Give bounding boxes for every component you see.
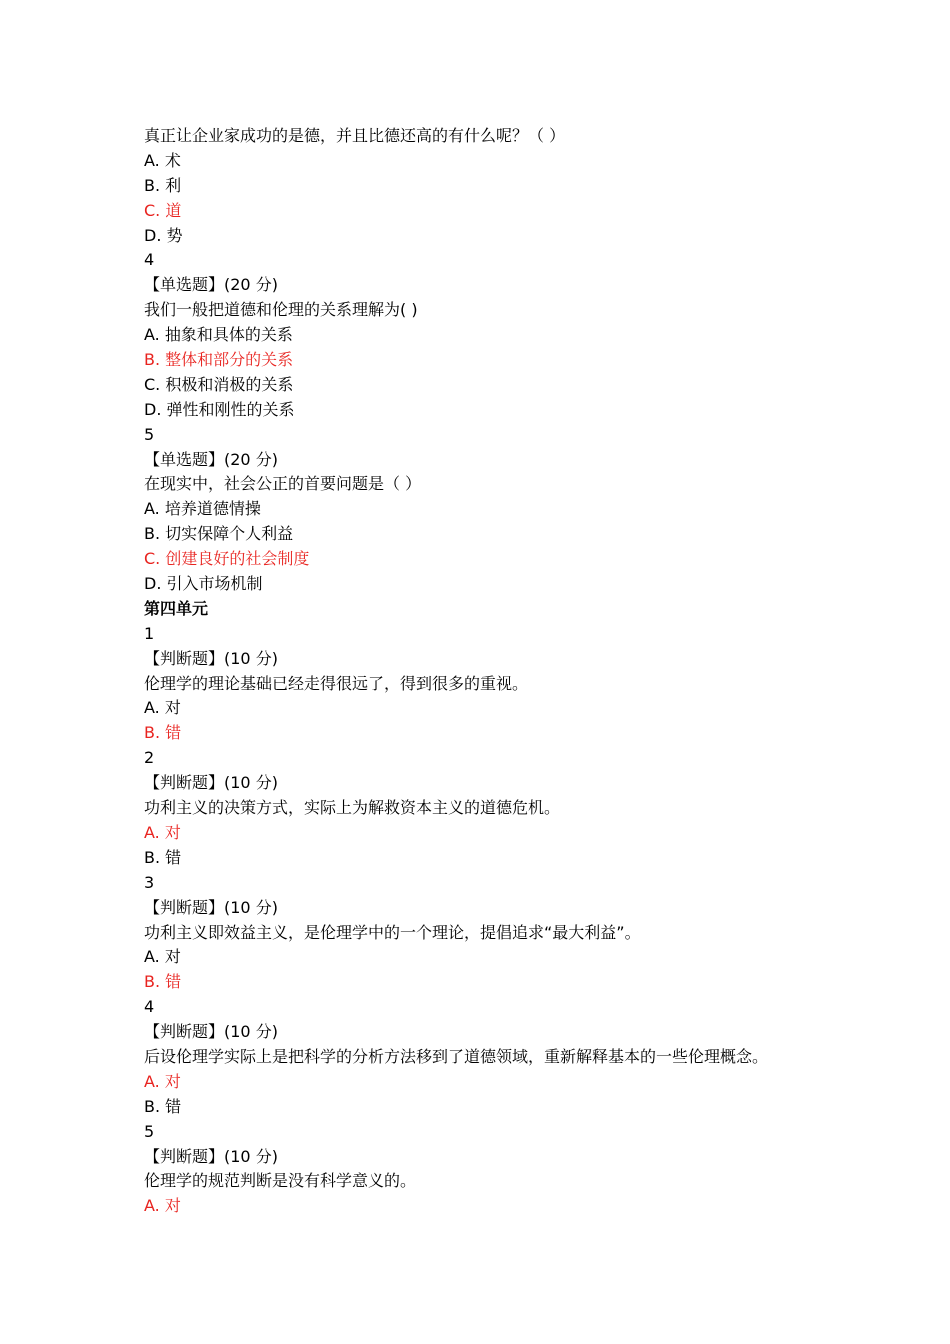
question-number: 5 (144, 424, 155, 444)
question-number: 4 (144, 997, 155, 1017)
answer-option: C. 积极和消极的关系 (144, 374, 294, 394)
correct-answer-option: A. 对 (144, 1196, 181, 1216)
question-number: 5 (144, 1121, 155, 1141)
question-type-label: 【判断题】(10 分) (144, 1146, 278, 1166)
question-type-label: 【判断题】(10 分) (144, 1022, 278, 1042)
document-body (144, 124, 844, 1219)
section-heading: 第四单元 (144, 598, 209, 618)
answer-option: A. 对 (144, 947, 181, 967)
correct-answer-option: B. 错 (144, 972, 182, 992)
answer-option: A. 培养道德情操 (144, 499, 261, 519)
answer-option: D. 引入市场机制 (144, 574, 263, 594)
answer-option: B. 错 (144, 1096, 182, 1116)
question-text: 后设伦理学实际上是把科学的分析方法移到了道德领域，重新解释基本的一些伦理概念。 (144, 1046, 769, 1066)
correct-answer-option: B. 错 (144, 723, 182, 743)
question-type-label: 【判断题】(10 分) (144, 897, 278, 917)
answer-option: A. 术 (144, 150, 181, 170)
answer-option: A. 抽象和具体的关系 (144, 325, 293, 345)
question-text: 伦理学的规范判断是没有科学意义的。 (144, 1171, 417, 1191)
question-number: 3 (144, 872, 155, 892)
answer-option: B. 切实保障个人利益 (144, 524, 294, 544)
question-text: 伦理学的理论基础已经走得很远了，得到很多的重视。 (144, 673, 529, 693)
question-number: 2 (144, 748, 155, 768)
correct-answer-option: C. 道 (144, 200, 182, 220)
question-text: 在现实中，社会公正的首要问题是（ ） (144, 474, 422, 494)
question-text: 功利主义的决策方式，实际上为解救资本主义的道德危机。 (144, 798, 561, 818)
answer-option: B. 错 (144, 847, 182, 867)
correct-answer-option: A. 对 (144, 1071, 181, 1091)
answer-option: D. 势 (144, 225, 183, 245)
question-type-label: 【单选题】(20 分) (144, 275, 278, 295)
answer-option: D. 弹性和刚性的关系 (144, 399, 295, 419)
question-text: 功利主义即效益主义，是伦理学中的一个理论，提倡追求“最大利益”。 (144, 922, 641, 942)
correct-answer-option: B. 整体和部分的关系 (144, 350, 294, 370)
question-text: 我们一般把道德和伦理的关系理解为( ) (144, 300, 418, 320)
correct-answer-option: A. 对 (144, 822, 181, 842)
answer-option: B. 利 (144, 175, 182, 195)
question-type-label: 【判断题】(10 分) (144, 648, 278, 668)
question-number: 4 (144, 250, 155, 270)
question-type-label: 【单选题】(20 分) (144, 449, 278, 469)
question-text: 真正让企业家成功的是德，并且比德还高的有什么呢？（ ） (144, 126, 566, 145)
question-type-label: 【判断题】(10 分) (144, 773, 278, 793)
correct-answer-option: C. 创建良好的社会制度 (144, 549, 310, 569)
answer-option: A. 对 (144, 698, 181, 718)
question-number: 1 (144, 623, 155, 643)
